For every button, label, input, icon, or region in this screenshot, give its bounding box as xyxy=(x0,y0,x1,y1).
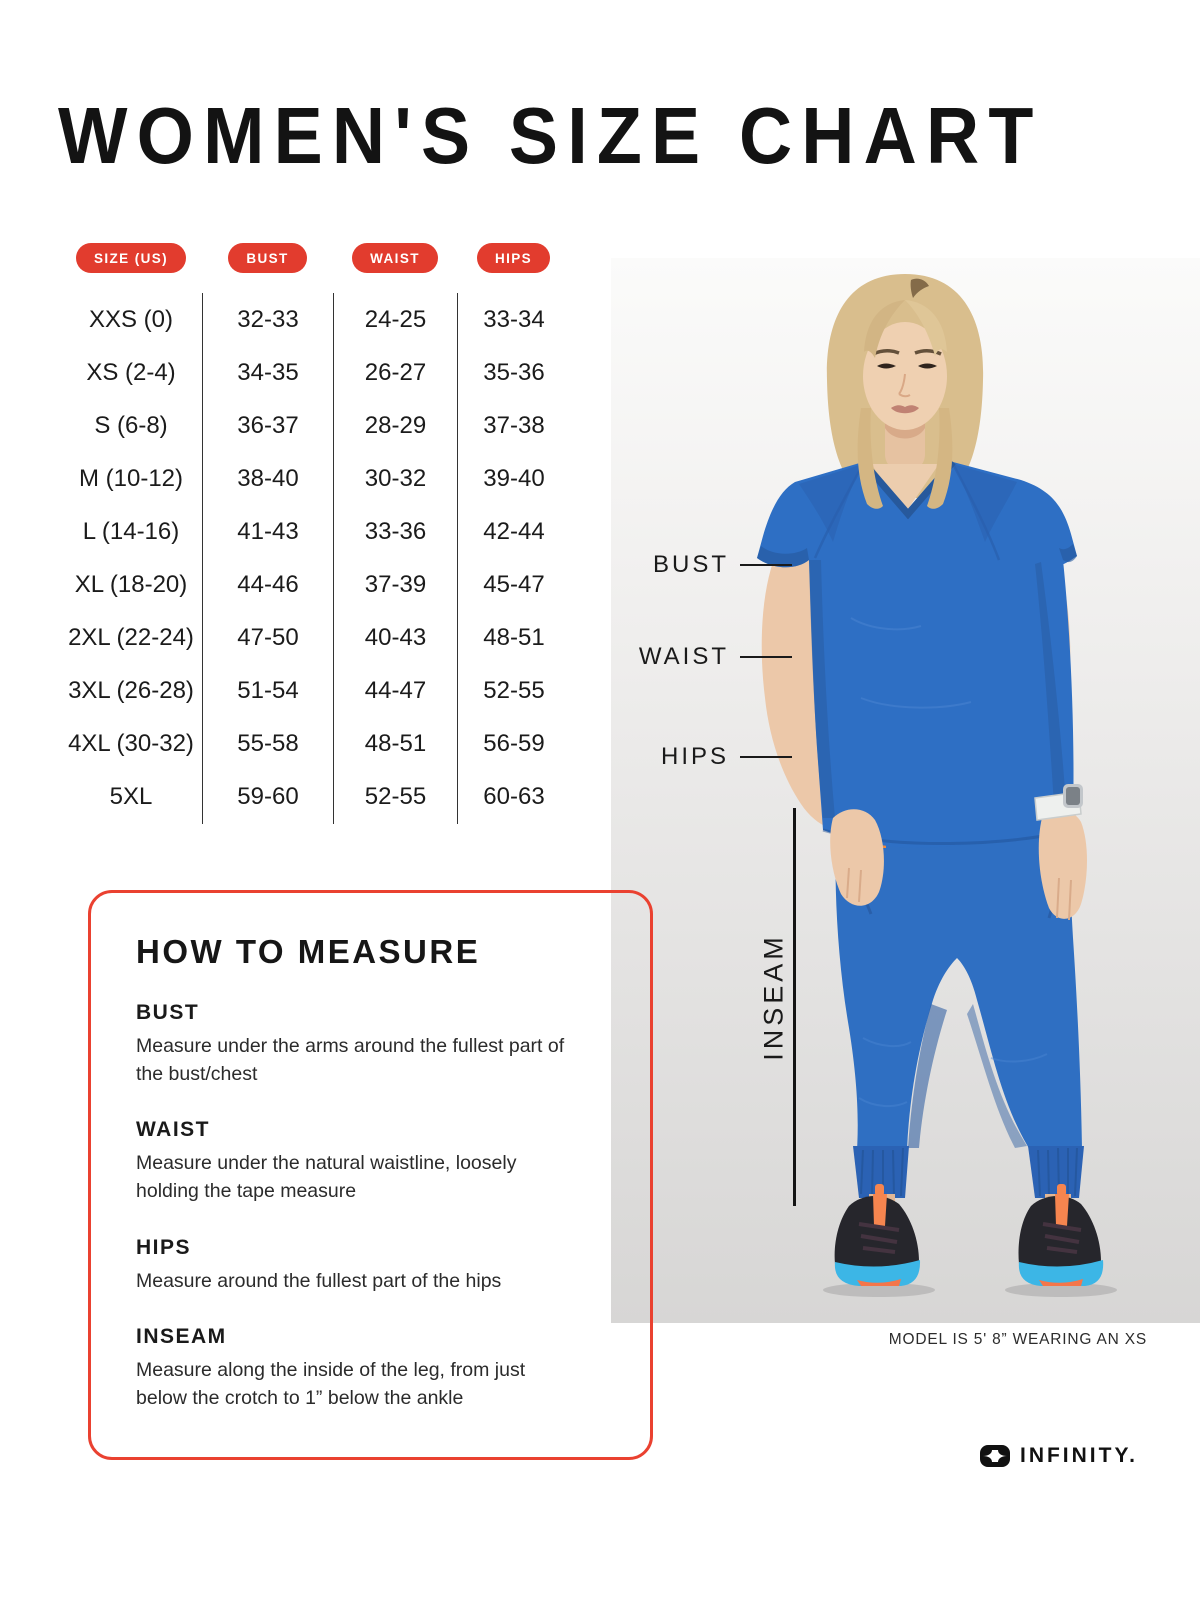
column-pill-waist: WAIST xyxy=(352,243,438,273)
brand-logo xyxy=(980,1444,1138,1468)
infinity-logo-icon xyxy=(980,1445,1010,1467)
model-photo xyxy=(611,258,1200,1323)
hips-cell: 48-51 xyxy=(457,612,570,665)
hips-cell: 33-34 xyxy=(457,293,570,346)
bust-pointer-line xyxy=(740,564,792,567)
bust-pointer-label: BUST xyxy=(652,551,729,578)
measure-text: Measure under the natural waistline, loosely holding the tape measure xyxy=(136,1152,517,1203)
waist-pointer xyxy=(610,643,792,671)
bust-cell: 32-33 xyxy=(202,293,333,346)
hips-cell: 52-55 xyxy=(457,665,570,718)
waist-cell: 44-47 xyxy=(333,665,457,718)
hips-pointer-line xyxy=(740,756,792,759)
measure-text: Measure along the inside of the leg, from just below the crotch to 1” below the ankle xyxy=(136,1359,526,1410)
measure-text: Measure around the fullest part of the hips xyxy=(136,1269,502,1292)
inseam-pointer-label: INSEAM xyxy=(758,933,789,1061)
hips-cell: 42-44 xyxy=(457,505,570,558)
sneaker-left xyxy=(823,1184,935,1297)
size-label-cell: L (14-16) xyxy=(82,517,180,545)
model-caption: MODEL IS 5' 8” WEARING AN XS xyxy=(888,1331,1147,1348)
bust-cell: 34-35 xyxy=(202,346,333,399)
waist-pointer-label: WAIST xyxy=(638,643,729,670)
bust-pointer xyxy=(610,551,792,579)
waist-cell: 24-25 xyxy=(333,293,457,346)
bust-cell: 44-46 xyxy=(202,558,333,611)
bust-cell: 41-43 xyxy=(202,505,333,558)
sneaker-right xyxy=(1005,1184,1117,1297)
size-label-cell: 2XL (22-24) xyxy=(68,624,194,652)
model-illustration xyxy=(611,258,1200,1323)
hips-pointer xyxy=(610,743,792,771)
hips-cell: 56-59 xyxy=(457,718,570,771)
waist-cell: 40-43 xyxy=(333,612,457,665)
measure-section-bust xyxy=(136,1001,605,1088)
hips-cell: 37-38 xyxy=(457,399,570,452)
how-to-measure-box xyxy=(88,890,653,1460)
hips-pointer-label: HIPS xyxy=(660,743,729,770)
waist-cell: 33-36 xyxy=(333,505,457,558)
bust-cell: 55-58 xyxy=(202,718,333,771)
measure-label: WAIST xyxy=(136,1118,210,1142)
column-pill-bust: BUST xyxy=(228,243,306,273)
size-label-cell: 3XL (26-28) xyxy=(68,677,194,705)
bust-cell: 51-54 xyxy=(202,665,333,718)
bust-cell: 59-60 xyxy=(202,771,333,824)
size-table xyxy=(60,293,570,824)
measure-section-waist xyxy=(136,1118,605,1205)
measure-label: BUST xyxy=(136,1001,200,1024)
bust-cell: 47-50 xyxy=(202,612,333,665)
size-label-cell: XXS (0) xyxy=(88,305,174,333)
how-to-measure-title: HOW TO MEASURE xyxy=(136,933,481,970)
measure-section-inseam xyxy=(136,1325,605,1412)
hips-cell: 45-47 xyxy=(457,558,570,611)
waist-cell: 28-29 xyxy=(333,399,457,452)
size-label-cell: 4XL (30-32) xyxy=(68,730,194,758)
measure-section-hips xyxy=(136,1236,605,1296)
waist-cell: 52-55 xyxy=(333,771,457,824)
bust-cell: 38-40 xyxy=(202,452,333,505)
waist-cell: 37-39 xyxy=(333,558,457,611)
column-pill-size: SIZE (US) xyxy=(76,243,186,273)
table-header-row xyxy=(60,243,570,273)
hips-cell: 60-63 xyxy=(457,771,570,824)
measure-label: INSEAM xyxy=(136,1325,227,1349)
size-label-cell: 5XL xyxy=(109,783,153,811)
waist-cell: 26-27 xyxy=(333,346,457,399)
waist-cell: 48-51 xyxy=(333,718,457,771)
hips-cell: 35-36 xyxy=(457,346,570,399)
inseam-pointer-line xyxy=(793,808,796,1206)
page-title: WOMEN'S SIZE CHART xyxy=(58,91,1043,180)
size-label-cell: S (6-8) xyxy=(94,411,168,439)
hips-cell: 39-40 xyxy=(457,452,570,505)
brand-wordmark: INFINITY. xyxy=(1019,1444,1138,1467)
column-pill-hips: HIPS xyxy=(477,243,550,273)
measure-text: Measure under the arms around the fullest part of the bust/chest xyxy=(136,1035,565,1085)
size-label-cell: XL (18-20) xyxy=(74,571,188,599)
measure-label: HIPS xyxy=(136,1235,192,1259)
size-label-cell: M (10-12) xyxy=(78,464,184,492)
waist-cell: 30-32 xyxy=(333,452,457,505)
waist-pointer-line xyxy=(740,656,792,659)
bust-cell: 36-37 xyxy=(202,399,333,452)
size-label-cell: XS (2-4) xyxy=(86,358,176,386)
